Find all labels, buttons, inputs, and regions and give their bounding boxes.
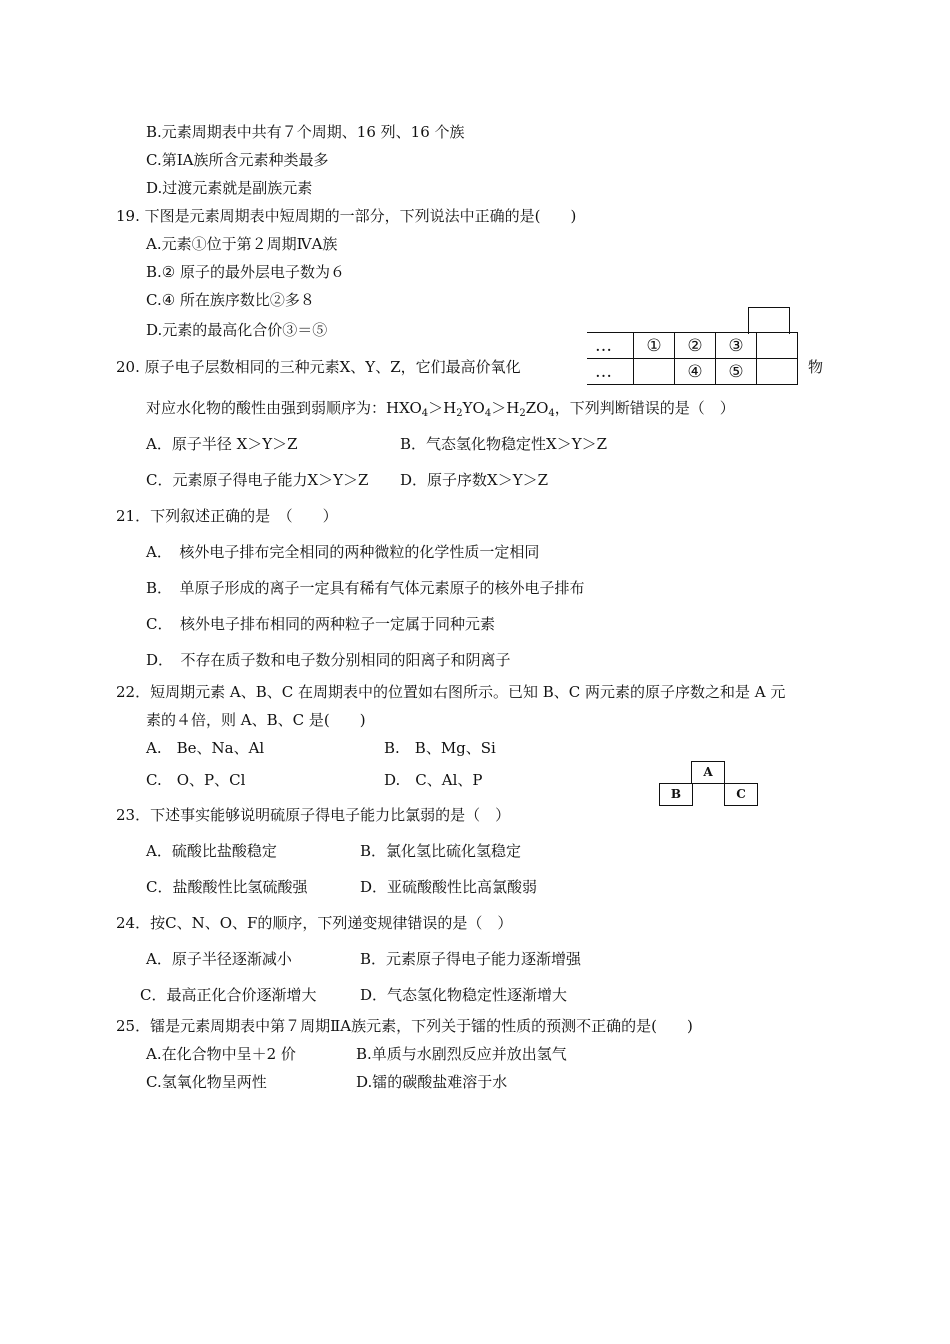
fig-cell-b: B bbox=[659, 783, 693, 806]
q24-option-b: B．元素原子得电子能力逐渐增强 bbox=[360, 950, 582, 968]
pt-cell-r1c5 bbox=[757, 333, 798, 359]
fig-cell-a: A bbox=[691, 761, 725, 784]
periodic-table-top-cell bbox=[748, 307, 790, 334]
q20-stem: 20. 原子电子层数相同的三种元素X、Y、Z，它们最高价氧化 bbox=[116, 358, 521, 376]
q25-option-d: D.镭的碳酸盐难溶于水 bbox=[356, 1073, 508, 1091]
pt-cell-5: ⑤ bbox=[716, 359, 757, 385]
q23-option-b: B．氯化氢比硫化氢稳定 bbox=[360, 842, 522, 860]
q19-option-c: C.④ 所在族序数比②多８ bbox=[146, 291, 315, 309]
pt-cell-1: ① bbox=[634, 333, 675, 359]
q24-stem: 24．按C、N、O、F的顺序，下列递变规律错误的是（ ） bbox=[116, 914, 513, 932]
q19-option-b: B.② 原子的最外层电子数为６ bbox=[146, 263, 346, 281]
q21-stem: 21．下列叙述正确的是 （ ） bbox=[116, 507, 338, 525]
q23-option-c: C．盐酸酸性比氢硫酸强 bbox=[146, 878, 308, 896]
q21-option-c: C． 核外电子排布相同的两种粒子一定属于同种元素 bbox=[146, 615, 495, 633]
q18-option-d: D.过渡元素就是副族元素 bbox=[146, 179, 313, 197]
pt-cell-2: ② bbox=[675, 333, 716, 359]
q19-option-d: D.元素的最高化合价③＝⑤ bbox=[146, 321, 328, 339]
q24-option-c: C．最高正化合价逐渐增大 bbox=[140, 986, 317, 1004]
q20-option-b: B．气态氢化物稳定性X＞Y＞Z bbox=[400, 435, 608, 453]
q22-stem-line2: 素的４倍，则 A、B、C 是( ) bbox=[146, 711, 366, 729]
pt-cell-r2c2 bbox=[634, 359, 675, 385]
q22-option-c: C. O、P、Cl bbox=[146, 771, 246, 789]
q24-option-a: A．原子半径逐渐减小 bbox=[146, 950, 292, 968]
q25-option-b: B.单质与水剧烈反应并放出氢气 bbox=[356, 1045, 567, 1063]
q21-option-b: B． 单原子形成的离子一定具有稀有气体元素原子的核外电子排布 bbox=[146, 579, 585, 597]
q20-stem-line2: 对应水化物的酸性由强到弱顺序为：$HXO_4>H_2YO_4>H_2ZO_4$，下列判断错误的是（ ） bbox=[146, 399, 735, 419]
periodic-table-fragment bbox=[587, 332, 798, 385]
q21-option-a: A． 核外电子排布完全相同的两种微粒的化学性质一定相同 bbox=[146, 543, 540, 561]
q18-option-b: B.元素周期表中共有７个周期、16 列、16 个族 bbox=[146, 123, 465, 141]
q24-option-d: D．气态氢化物稳定性逐渐增大 bbox=[360, 986, 568, 1004]
pt-cell-3: ③ bbox=[716, 333, 757, 359]
q18-option-c: C.第ⅠA族所含元素种类最多 bbox=[146, 151, 329, 169]
q25-stem: 25．镭是元素周期表中第７周期ⅡA族元素，下列关于镭的性质的预测不正确的是( ) bbox=[116, 1017, 693, 1035]
q22-option-b: B. B、Mg、Si bbox=[384, 739, 496, 757]
q20-option-d: D．原子序数X＞Y＞Z bbox=[400, 471, 549, 489]
q19-stem: 19. 下图是元素周期表中短周期的一部分，下列说法中正确的是( ) bbox=[116, 207, 577, 225]
q22-stem-line1: 22．短周期元素 A、B、C 在周期表中的位置如右图所示。已知 B、C 两元素的原子序数之和是 A 元 bbox=[116, 683, 786, 701]
q21-option-d: D． 不存在质子数和电子数分别相同的阳离子和阴离子 bbox=[146, 651, 511, 669]
pt-cell-r1c1: … bbox=[587, 333, 634, 359]
q23-option-d: D．亚硫酸酸性比高氯酸弱 bbox=[360, 878, 538, 896]
pt-cell-r2c1: … bbox=[587, 359, 634, 385]
pt-cell-4: ④ bbox=[675, 359, 716, 385]
q23-stem: 23．下述事实能够说明硫原子得电子能力比氯弱的是（ ） bbox=[116, 806, 511, 824]
pt-cell-r2c5 bbox=[757, 359, 798, 385]
q20-option-c: C．元素原子得电子能力X＞Y＞Z bbox=[146, 471, 369, 489]
q19-option-a: A.元素①位于第２周期ⅣA族 bbox=[146, 235, 338, 253]
q22-option-a: A. Be、Na、Al bbox=[146, 739, 265, 757]
q25-option-a: A.在化合物中呈＋2 价 bbox=[146, 1045, 296, 1063]
q20-stem-end: 物 bbox=[808, 358, 824, 376]
q22-option-d: D. C、Al、P bbox=[384, 771, 483, 789]
q20-option-a: A．原子半径 X＞Y＞Z bbox=[146, 435, 298, 453]
q25-option-c: C.氢氧化物呈两性 bbox=[146, 1073, 267, 1091]
fig-cell-c: C bbox=[724, 783, 758, 806]
q23-option-a: A．硫酸比盐酸稳定 bbox=[146, 842, 277, 860]
